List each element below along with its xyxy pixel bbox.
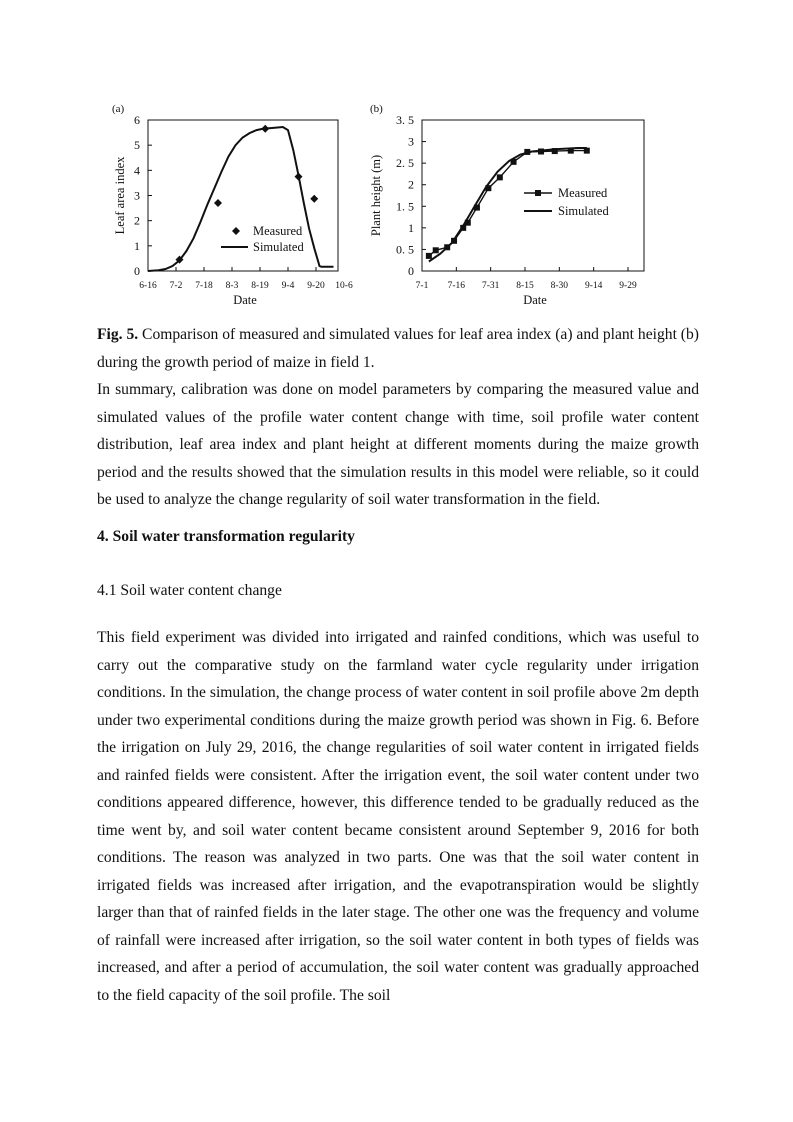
body-paragraph: This field experiment was divided into irrigated and rainfed conditions, which was useful to carry out the comparative study on the farmland water cycle regularity under irrigation conditions. In the simulation, the change process of water content in soil profile above 2m depth under two experimental conditions during the maize growth period was shown in Fig. 6. Before the irrigation on July 29, 2016, the change regularities of soil water content in irrigated fields and rainfed fields were consistent. After the irrigation event, the soil water content under two conditions appeared difference, however, this difference tended to be gradually reduced as the time went by, and soil water content became consistent around September 9, 2016 for both conditions. The reason was analyzed in two parts. One was that the soil water content in irrigated fields was increased after irrigation, and the evapotranspiration would be slightly larger than that of rainfed fields in the later stage. The other one was the frequency and volume of rainfall were increased after irrigation, so the soil water content in both types of fields was increased, and after a period of accumulation, the soil water content was gradually approached to the field capacity of the soil profile. The soil xyxy=(97,629,699,1004)
y-axis-title: Plant height (m) xyxy=(369,154,383,237)
plant-height-chart-svg xyxy=(362,98,662,313)
x-tick-label: 9-20 xyxy=(307,281,325,291)
y-tick-label: 6 xyxy=(134,113,140,127)
measured-point xyxy=(214,199,222,207)
x-axis-title: Date xyxy=(523,293,547,307)
y-tick-label: 3 xyxy=(408,134,414,149)
legend-measured-marker xyxy=(535,190,541,196)
y-tick-label: 2. 5 xyxy=(396,156,414,171)
x-tick-label: 7-2 xyxy=(169,281,183,291)
x-tick-label: 8-19 xyxy=(251,281,269,291)
x-tick-label: 9-4 xyxy=(281,281,295,291)
y-tick-label: 3 xyxy=(134,188,140,203)
measured-point xyxy=(426,253,432,259)
x-tick-label: 10-6 xyxy=(335,281,353,291)
x-axis-title: Date xyxy=(233,293,257,307)
measured-point xyxy=(310,195,318,203)
x-tick-label: 7-18 xyxy=(195,281,213,291)
legend-simulated-label: Simulated xyxy=(253,240,304,254)
x-tick-label: 7-31 xyxy=(481,281,500,291)
plant-height-chart xyxy=(362,98,662,318)
y-tick-label: 0 xyxy=(134,264,140,278)
panel-label: (a) xyxy=(112,103,125,115)
x-tick-label: 7-1 xyxy=(415,281,429,291)
measured-point xyxy=(433,247,439,253)
leaf-area-index-chart xyxy=(108,98,358,318)
plot-frame xyxy=(148,120,338,271)
legend-measured-label: Measured xyxy=(253,224,303,238)
x-tick-label: 8-3 xyxy=(225,281,239,291)
x-tick-label: 8-15 xyxy=(516,281,534,291)
x-tick-label: 6-16 xyxy=(139,281,157,291)
figure-caption-label: Fig. 5. xyxy=(97,326,139,343)
x-tick-label: 8-30 xyxy=(550,281,569,291)
measured-point xyxy=(497,174,503,180)
subsection-heading: 4.1 Soil water content change xyxy=(97,582,282,599)
x-tick-label: 9-14 xyxy=(584,281,603,291)
legend-simulated-label: Simulated xyxy=(558,204,609,218)
simulated-series-line xyxy=(148,127,334,271)
y-tick-label: 1 xyxy=(408,220,414,235)
y-tick-label: 1. 5 xyxy=(396,199,414,214)
leaf-area-index-chart-svg xyxy=(108,98,358,313)
y-tick-label: 5 xyxy=(134,138,140,153)
legend-measured-marker xyxy=(232,227,240,235)
section-heading: 4. Soil water transformation regularity xyxy=(97,528,355,545)
plot-frame xyxy=(422,120,644,271)
legend-measured-label: Measured xyxy=(558,186,608,200)
figure-caption xyxy=(97,321,699,376)
y-tick-label: 4 xyxy=(134,163,140,178)
x-tick-label: 9-29 xyxy=(619,281,637,291)
panel-label: (b) xyxy=(370,103,383,115)
y-tick-label: 2 xyxy=(134,213,140,228)
y-tick-label: 1 xyxy=(134,238,140,253)
y-tick-label: 2 xyxy=(408,177,414,192)
y-tick-label: 0. 5 xyxy=(396,242,414,257)
summary-paragraph: In summary, calibration was done on model parameters by comparing the measured value and simulated values of the profile water content change with time, soil profile water content distribution, leaf area index and plant height at different moments during the maize growth period and the results showed that the simulation results in this model were reliable, so it could be used to analyze the change regularity of soil water transformation in the field. xyxy=(97,381,699,508)
y-tick-label: 0 xyxy=(408,264,414,278)
y-tick-label: 3. 5 xyxy=(396,113,414,127)
x-tick-label: 7-16 xyxy=(447,281,466,291)
y-axis-title: Leaf area index xyxy=(113,156,127,235)
figure-caption-text: Comparison of measured and simulated values for leaf area index (a) and plant height (b) during the growth period of maize in field 1. xyxy=(97,326,699,371)
